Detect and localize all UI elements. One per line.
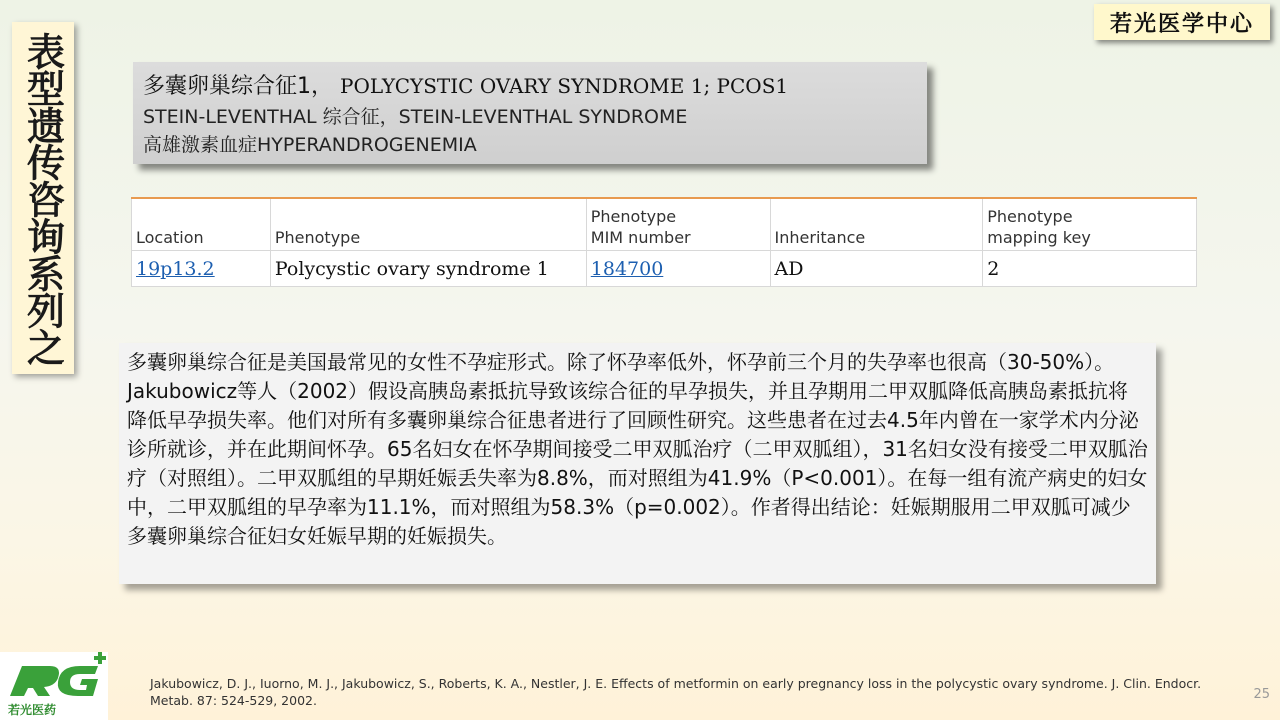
cell-inheritance: AD [770, 251, 983, 287]
header-location: Location [132, 198, 271, 251]
logo-text: 若光医药 [8, 703, 57, 717]
cell-mapping-key: 2 [983, 251, 1197, 287]
header-inheritance: Inheritance [770, 198, 983, 251]
description-text: 多囊卵巢综合征是美国最常见的女性不孕症形式。除了怀孕率低外，怀孕前三个月的失孕率也很高（30-50%）。Jakubowicz等人（2002）假设高胰岛素抵抗导致该综合征的早孕损失，并且孕期用二甲双胍降低高胰岛素抵抗将降低早孕损失率。他们对所有多囊卵巢综合征患者进行了回顾性研究。这些患者在过去4.5年内曾在一家学术内分泌诊所就诊，并在此期间怀孕。65名妇女在怀孕期间接受二甲双胍治疗（二甲双胍组），31名妇女没有接受二甲双胍治疗（对照组）。二甲双胍组的早期妊娠丢失率为8.8%，而对照组为41.9%（P<0.001）。在每一组有流产病史的妇女中，二甲双胍组的早孕率为11.1%，而对照组为58.3%（p=0.002）。作者得出结论：妊娠期服用二甲双胍可减少多囊卵巢综合征妇女妊娠早期的妊娠损失。 [119, 343, 1156, 584]
title-en: POLYCYSTIC OVARY SYNDROME 1; PCOS1 [340, 74, 789, 98]
table-header-row [132, 198, 1197, 251]
header-phenotype: Phenotype [270, 198, 586, 251]
omim-phenotype-table [131, 197, 1197, 287]
title-cn: 多囊卵巢综合征1， [143, 74, 333, 99]
disease-title-box [133, 62, 927, 164]
series-title-bar [12, 22, 74, 374]
cell-mim [586, 251, 770, 287]
title-line-2: STEIN-LEVENTHAL 综合征，STEIN-LEVENTHAL SYNDROME [143, 106, 688, 128]
title-line-1 [143, 70, 917, 103]
table-row [132, 251, 1197, 287]
cell-phenotype: Polycystic ovary syndrome 1 [270, 251, 586, 287]
reference-citation: Jakubowicz, D. J., Iuorno, M. J., Jakubowicz, S., Roberts, K. A., Nestler, J. E. Effects of metformin on early pregnancy loss in the polycystic ovary syndrome. J. Clin. Endocr. Metab. 87: 524-529, 2002. [150, 676, 1202, 708]
page-number: 25 [1253, 687, 1270, 702]
brand-label: 若光医学中心 [1094, 4, 1270, 40]
series-title: 表型遗传咨询系列之 [20, 31, 65, 365]
mim-number-link[interactable]: 184700 [590, 257, 664, 280]
header-mim-number: Phenotype MIM number [586, 198, 770, 251]
location-link[interactable]: 19p13.2 [136, 257, 215, 280]
title-line-3: 高雄激素血症HYPERANDROGENEMIA [143, 134, 477, 156]
cell-location [132, 251, 271, 287]
header-mapping-key: Phenotype mapping key [983, 198, 1197, 251]
